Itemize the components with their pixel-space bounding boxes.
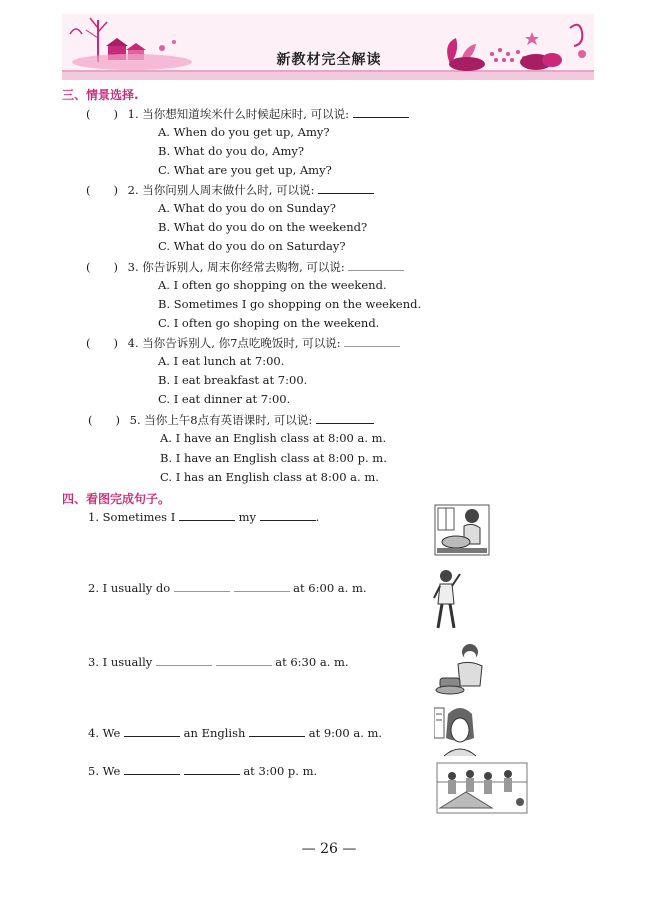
option: C. What are you get up, Amy?: [158, 163, 332, 177]
answer-blank[interactable]: [249, 725, 305, 737]
page-number: — 26 —: [301, 841, 357, 857]
answer-paren[interactable]: ( ): [88, 413, 120, 427]
sentence-1: 1. Sometimes I my .: [88, 510, 320, 524]
answer-blank[interactable]: [316, 412, 374, 424]
question-1: ( ) 1. 当你想知道埃米什么时候起床时, 可以说:: [86, 106, 409, 121]
picture-washing-clothes-icon: [434, 504, 490, 556]
question-3: ( ) 3. 你告诉别人, 周末你经常去购物, 可以说:: [86, 259, 404, 274]
question-5: ( ) 5. 当你上午8点有英语课时, 可以说:: [88, 412, 374, 427]
picture-breakfast-icon: [434, 640, 494, 700]
answer-blank[interactable]: [156, 654, 212, 666]
sentence-3: 3. I usually at 6:30 a. m.: [88, 655, 349, 669]
option: C. I has an English class at 8:00 a. m.: [160, 470, 379, 484]
option: B. I eat breakfast at 7:00.: [158, 373, 308, 387]
option: C. I eat dinner at 7:00.: [158, 392, 291, 406]
option: B. Sometimes I go shopping on the weekend.: [158, 297, 422, 311]
option: B. What do you do on the weekend?: [158, 220, 368, 234]
answer-paren[interactable]: ( ): [86, 183, 118, 197]
option: A. I eat lunch at 7:00.: [158, 354, 285, 368]
question-4: ( ) 4. 当你告诉别人, 你7点吃晚饭时, 可以说:: [86, 335, 400, 350]
answer-blank[interactable]: [344, 335, 400, 347]
option: A. I have an English class at 8:00 a. m.: [160, 431, 387, 445]
option: A. I often go shopping on the weekend.: [158, 278, 387, 292]
option: C. I often go shoping on the weekend.: [158, 316, 380, 330]
answer-blank[interactable]: [260, 509, 316, 521]
sentence-2: 2. I usually do at 6:00 a. m.: [88, 581, 367, 595]
option: B. What do you do, Amy?: [158, 144, 305, 158]
answer-blank[interactable]: [318, 182, 374, 194]
answer-blank[interactable]: [179, 509, 235, 521]
answer-blank[interactable]: [348, 259, 404, 271]
section3-title: 三、情景选择.: [62, 88, 139, 102]
option: A. When do you get up, Amy?: [158, 125, 330, 139]
sentence-5: 5. We at 3:00 p. m.: [88, 764, 318, 778]
section4-title: 四、看图完成句子。: [62, 492, 171, 506]
option: A. What do you do on Sunday?: [158, 201, 336, 215]
answer-paren[interactable]: ( ): [86, 260, 118, 274]
answer-blank[interactable]: [353, 106, 409, 118]
answer-blank[interactable]: [234, 580, 290, 592]
answer-blank[interactable]: [174, 580, 230, 592]
question-2: ( ) 2. 当你问别人周末做什么时, 可以说:: [86, 182, 374, 197]
answer-paren[interactable]: ( ): [86, 336, 118, 350]
picture-english-class-icon: [434, 704, 478, 760]
header-title: 新教材完全解读: [276, 52, 382, 68]
answer-blank[interactable]: [124, 763, 180, 775]
answer-paren[interactable]: ( ): [86, 107, 118, 121]
picture-playing-icon: [436, 762, 528, 814]
header-banner: [62, 14, 594, 80]
option: B. I have an English class at 8:00 p. m.: [160, 451, 387, 465]
answer-blank[interactable]: [216, 654, 272, 666]
sentence-4: 4. We an English at 9:00 a. m.: [88, 726, 383, 740]
answer-blank[interactable]: [124, 725, 180, 737]
picture-exercise-icon: [432, 568, 464, 632]
option: C. What do you do on Saturday?: [158, 239, 346, 253]
answer-blank[interactable]: [184, 763, 240, 775]
